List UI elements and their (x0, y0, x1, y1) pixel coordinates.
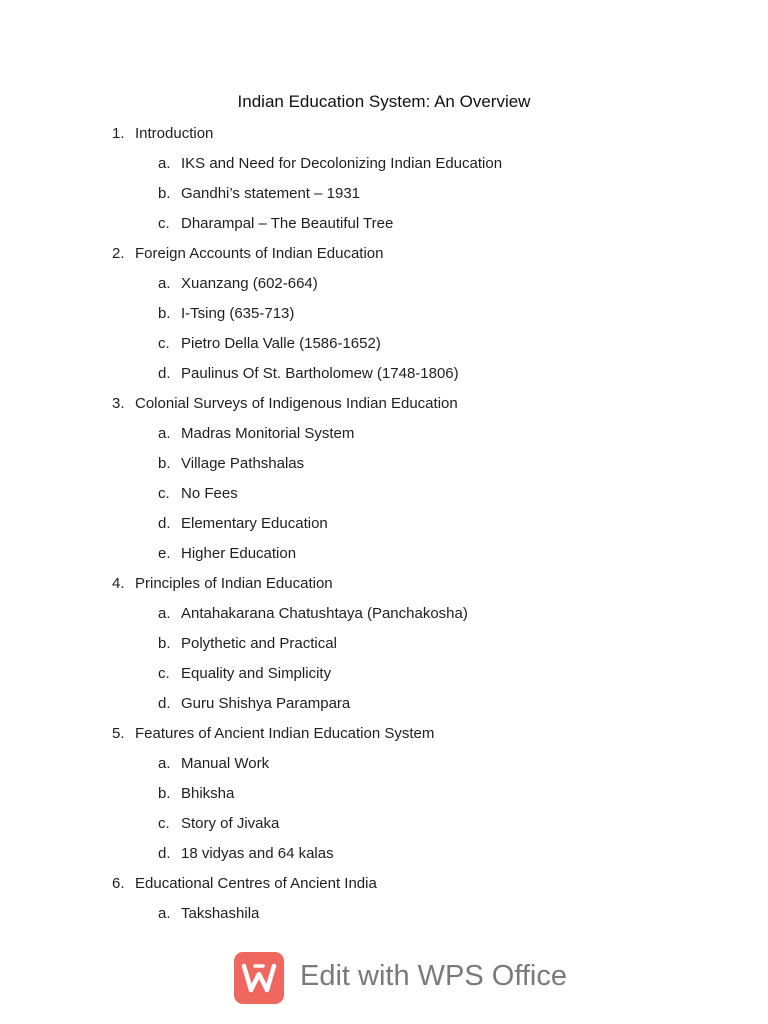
list-marker: b. (158, 635, 171, 652)
outline-subitem (158, 754, 269, 774)
subitem-text: Dharampal – The Beautiful Tree (181, 215, 394, 232)
list-marker: a. (158, 755, 171, 772)
outline-subitem (158, 454, 304, 474)
subitem-text: Takshashila (181, 905, 260, 922)
subitem-text: Higher Education (181, 545, 297, 562)
section-heading: Educational Centres of Ancient India (135, 875, 377, 892)
outline-subitem (158, 694, 350, 714)
list-marker: 6. (112, 875, 125, 892)
subitem-text: Polythetic and Practical (181, 635, 337, 652)
section-heading: Introduction (135, 125, 214, 142)
subitem-text: Xuanzang (602-664) (181, 275, 318, 292)
subitem-text: No Fees (181, 485, 238, 502)
section-heading: Principles of Indian Education (135, 575, 333, 592)
list-marker: a. (158, 275, 171, 292)
subitem-text: Madras Monitorial System (181, 425, 355, 442)
outline-subitem (158, 784, 234, 804)
subitem-text: Manual Work (181, 755, 270, 772)
outline-section (112, 394, 458, 414)
section-heading: Foreign Accounts of Indian Education (135, 245, 384, 262)
subitem-text: Gandhi’s statement – 1931 (181, 185, 361, 202)
list-marker: a. (158, 905, 171, 922)
list-marker: c. (158, 485, 170, 502)
document-title: Indian Education System: An Overview (237, 92, 531, 111)
list-marker: a. (158, 605, 171, 622)
list-marker: b. (158, 455, 171, 472)
list-marker: c. (158, 815, 170, 832)
outline-section (112, 244, 384, 264)
list-marker: d. (158, 845, 171, 862)
subitem-text: 18 vidyas and 64 kalas (181, 845, 334, 862)
outline-subitem (158, 904, 259, 924)
subitem-text: Bhiksha (181, 785, 235, 802)
list-marker: c. (158, 335, 170, 352)
outline-subitem (158, 604, 468, 624)
list-marker: d. (158, 695, 171, 712)
outline-subitem (158, 544, 296, 564)
outline-subitem (158, 514, 328, 534)
subitem-text: Village Pathshalas (181, 455, 305, 472)
list-marker: 3. (112, 395, 125, 412)
outline-subitem (158, 304, 294, 324)
list-marker: 2. (112, 245, 125, 262)
list-marker: b. (158, 185, 171, 202)
outline-subitem (158, 214, 393, 234)
list-marker: 5. (112, 725, 125, 742)
subitem-text: Pietro Della Valle (1586-1652) (181, 335, 381, 352)
outline-subitem (158, 844, 334, 864)
list-marker: c. (158, 215, 170, 232)
subitem-text: I-Tsing (635-713) (181, 305, 295, 322)
section-heading: Colonial Surveys of Indigenous Indian Education (135, 395, 458, 412)
wps-logo-icon (234, 952, 284, 1004)
outline-section (112, 574, 333, 594)
list-marker: b. (158, 305, 171, 322)
wps-watermark[interactable] (234, 952, 567, 1004)
subitem-text: Equality and Simplicity (181, 665, 332, 682)
outline-subitem (158, 664, 331, 684)
watermark-text: Edit with WPS Office (300, 960, 567, 992)
list-marker: 1. (112, 125, 125, 142)
outline-subitem (158, 154, 502, 174)
subitem-text: Guru Shishya Parampara (181, 695, 351, 712)
outline-subitem (158, 814, 279, 834)
list-marker: d. (158, 515, 171, 532)
subitem-text: IKS and Need for Decolonizing Indian Education (181, 155, 503, 172)
outline-section (112, 724, 434, 744)
outline-subitem (158, 274, 318, 294)
subitem-text: Story of Jivaka (181, 815, 280, 832)
outline-subitem (158, 184, 360, 204)
list-marker: e. (158, 545, 171, 562)
outline-section (112, 124, 213, 144)
list-marker: b. (158, 785, 171, 802)
list-marker: a. (158, 155, 171, 172)
outline-subitem (158, 334, 381, 354)
section-heading: Features of Ancient Indian Education System (135, 725, 435, 742)
outline-subitem (158, 634, 337, 654)
list-marker: c. (158, 665, 170, 682)
list-marker: d. (158, 365, 171, 382)
outline-section (112, 874, 377, 894)
outline-subitem (158, 484, 238, 504)
outline-subitem (158, 364, 459, 384)
outline-subitem (158, 424, 354, 444)
subitem-text: Antahakarana Chatushtaya (Panchakosha) (181, 605, 468, 622)
subitem-text: Elementary Education (181, 515, 328, 532)
list-marker: 4. (112, 575, 125, 592)
subitem-text: Paulinus Of St. Bartholomew (1748-1806) (181, 365, 459, 382)
list-marker: a. (158, 425, 171, 442)
